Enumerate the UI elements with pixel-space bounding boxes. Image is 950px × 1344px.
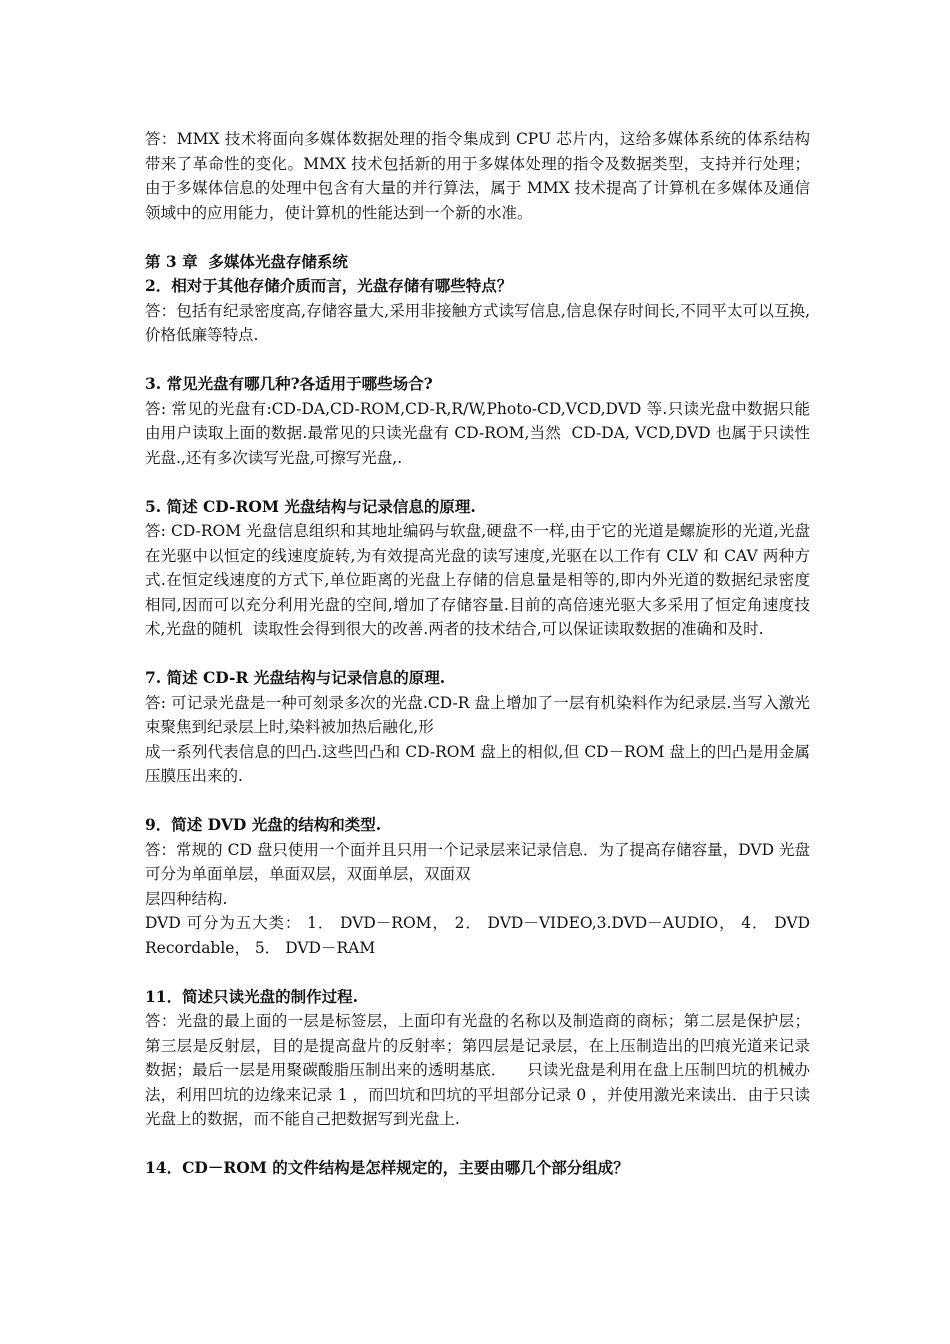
document-page — [145, 127, 815, 1181]
question-14: 14．CD－ROM 的文件结构是怎样规定的，主要由哪几个部分组成？ — [145, 1158, 629, 1177]
answer-2: 答：包括有纪录密度高,存储容量大,采用非接触方式读写信息,信息保存时间长,不同平太可以互换,价格低廉等特点. — [145, 301, 810, 344]
question-5: 5. 简述 CD-ROM 光盘结构与记录信息的原理. — [145, 496, 476, 516]
chapter-title: 第 3 章 多媒体光盘存储系统 — [145, 251, 348, 271]
answer-3: 答: 常见的光盘有:CD-DA,CD-ROM,CD-R,R/W,Photo-CD,VCD,DVD 等.只读光盘中数据只能由用户读取上面的数据.最常见的只读光盘有 CD-ROM,当然 CD-DA, VCD,DVD 也属于只读性光盘.,还有多次读写光盘,可擦写光盘,. — [145, 399, 810, 467]
answer-11: 答：光盘的最上面的一层是标签层，上面印有光盘的名称以及制造商的商标；第二层是保护层；第三层是反射层，目的是提高盘片的反射率；第四层是记录层，在上压制造出的凹痕光道来记录数据；最后一层是用聚碳酸脂压制出来的透明基底． 只读光盘是利用在盘上压制凹坑的机械办法，利用凹坑的边缘来记录 1 ，而凹坑和凹坑的平坦部分记录 0 ，并使用激光来读出．由于只读光盘上的数据，而不能自己把数据写到光盘上. — [145, 1012, 810, 1128]
question-2: 2．相对于其他存储介质而言，光盘存储有哪些特点？ — [145, 276, 513, 295]
question-11: 11．简述只读光盘的制作过程. — [145, 986, 358, 1006]
question-3: 3. 常见光盘有哪几种?各适用于哪些场合? — [145, 374, 433, 393]
answer-5: 答: CD-ROM 光盘信息组织和其地址编码与软盘,硬盘不一样,由于它的光道是螺旋形的光道,光盘在光驱中以恒定的线速度旋转,为有效提高光盘的读写速度,光驱在以工作有 CLV 和 CAV 两种方式.在恒定线速度的方式下,单位距离的光盘上存储的信息量是相等的,即内外光道的数据纪录密度相同,因而可以充分利用光盘的空间,增加了存储容量.目前的高倍速光驱大多采用了恒定角速度技术,光盘的随机 读取性会得到很大的改善.两者的技术结合,可以保证读取数据的准确和及时. — [145, 522, 810, 638]
answer-9-part-3: DVD 可分为五大类： 1． DVD－ROM， 2． DVD－VIDEO,3.DVD－AUDIO， 4． DVD Recordable， 5． DVD－RAM — [145, 914, 815, 957]
answer-7-part-2: 成一系列代表信息的凹凸.这些凹凸和 CD-ROM 盘上的相似,但 CD－ROM 盘上的凹凸是用金属压膜压出来的. — [145, 742, 810, 785]
answer-9-part-1: 答：常规的 CD 盘只使用一个面并且只用一个记录层来记录信息．为了提高存储容量，DVD 光盘可分为单面单层，单面双层，双面单层，双面双 — [145, 840, 810, 883]
question-9: 9．简述 DVD 光盘的结构和类型. — [145, 815, 382, 834]
question-7: 7. 简述 CD-R 光盘结构与记录信息的原理. — [145, 668, 446, 687]
intro-paragraph: 答：MMX 技术将面向多媒体数据处理的指令集成到 CPU 芯片内，这给多媒体系统的体系结构带来了革命性的变化。MMX 技术包括新的用于多媒体处理的指令及数据类型，支持并行处理；由于多媒体信息的处理中包含有大量的并行算法，属于 MMX 技术提高了计算机在多媒体及通信领域中的应用能力，使计算机的性能达到一个新的水准。 — [145, 130, 810, 222]
answer-7-part-1: 答: 可记录光盘是一种可刻录多次的光盘.CD-R 盘上增加了一层有机染料作为纪录层.当写入激光束聚焦到纪录层上时,染料被加热后融化,形 — [145, 693, 810, 736]
answer-9-part-2: 层四种结构. — [145, 889, 228, 908]
